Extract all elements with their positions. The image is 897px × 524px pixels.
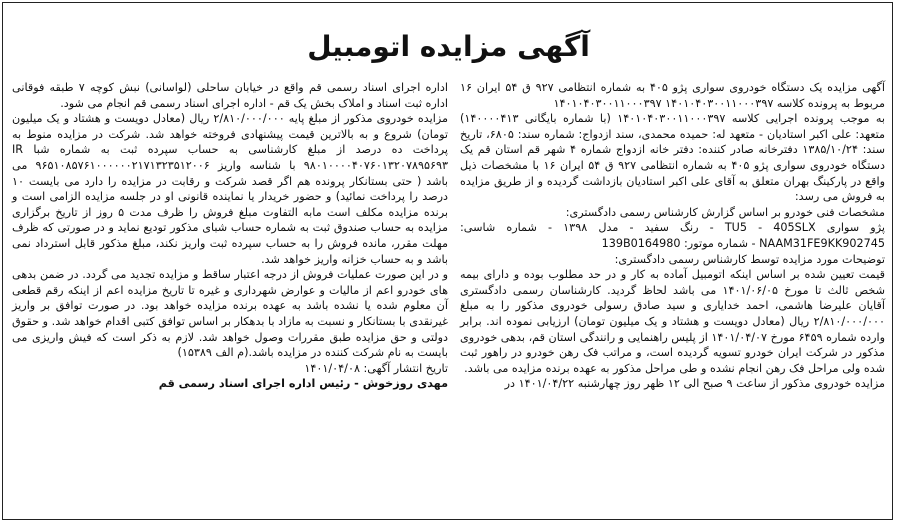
paragraph: مزایده خودروی مذکور از مبلغ پایه ۲/۸۱۰/۰۰۰/۰۰۰ ریال (معادل دویست و هشتاد و یک میلیون تومان) شروع و به بالاترین قیمت پیشنهادی فروخته خواهد شد. شرکت در مزایده منوط به پرداخت ده درصد از مبلغ کارشناسی به حساب سپرده ثبت به شماره شبا IR ۹۸۰۱۰۰۰۰۴۰۷۶۰۱۳۲۰۷۸۹۵۶۹۳ با شناسه واریز ۹۶۵۱۰۸۵۷۶۱۰۰۰۰۰۰۲۱۷۱۳۲۳۵۱۲۰۰۶ می باشد ( حتی بستانکار پرونده هم اگر قصد شرکت و رقابت در مزایده را دارد می بایست ۱۰ درصد را پرداخت نمائید) و حضور خریدار یا نماینده قانونی او در جلسه مزایده الزامی است و برنده مزایده مکلف است مابه التفاوت مبلغ فروش را ظرف مدت ۵ روز از تاریخ برگزاری مزایده به حساب صندوق ثبت به شماره حساب شبای مذکور تودیع نماید و در صورتی که ظرف مهلت مقرر، مانده فروش را به حساب سپرده ثبت واریز نکند، مبلغ مذکور قابل استرداد نمی باشد و به حساب خزانه واریز خواهد شد. [12, 112, 449, 266]
signature: مهدی روزخوش - رئیس اداره اجرای اسناد رسمی قم [158, 377, 448, 391]
paragraph: قیمت تعیین شده بر اساس اینکه اتومبیل آماده به کار و در حد مطلوب بوده و دارای بیمه شخص ثالث تا مورخ ۱۴۰۱/۰۶/۰۵ می باشد لحاظ گردید. کارشناسان رسمی دادگستری آقایان علیرضا هاشمی، احمد خدایاری و سید صادق رسولی خودروی مذکور را به مبلغ ۲/۸۱۰/۰۰۰/۰۰۰ ریال (معادل دویست و هشتاد و یک میلیون تومان) ارزیابی نموده اند. برابر وارده شماره ۶۴۵۹ مورخ ۱۴۰۱/۰۴/۰۷ از پلیس راهنمایی و رانندگی استان قم، بدهی خودروی مذکور در شرکت ایران خودرو تسویه گردیده است، و مراتب فک رهن خودرو در راهور ثبت شده ولی مراحل فک رهن انجام نشده و طی مراحل مذکور به عهده برنده مزایده می باشد. [460, 268, 885, 375]
left-column [12, 80, 448, 392]
paragraph: توضیحات مورد مزایده توسط کارشناس رسمی دادگستری: [614, 252, 885, 266]
paragraph: به موجب پرونده اجرایی کلاسه ۱۴۰۱۰۴۰۳۰۰۱۱۰۰۰۳۹۷ (با شماره بایگانی ۱۴۰۰۰۰۴۱۳) متعهد: علی اکبر استادیان - متعهد له: حمیده محمدی، سند ازدواج: شماره سند: ۶۸۰۵، تاریخ سند: ۱۳۸۵/۱۰/۲۴ دفترخانه صادر کننده: دفتر خانه ازدواج شماره ۴ شهر قم استان قم یک دستگاه خودروی سواری پژو ۴۰۵ به شماره انتظامی ۹۲۷ ق ۵۴ ایران ۱۶ با مشخصات ذیل واقع در پارکینگ بهران متعلق به آقای علی اکبر استادیان بازداشت گردیده و از طریق مزایده به فروش می رسد: [460, 112, 885, 204]
right-column [460, 80, 885, 392]
paragraph: و در این صورت عملیات فروش از درجه اعتبار ساقط و مزایده تجدید می گردد. در ضمن بدهی های خودرو اعم از مالیات و عوارض شهرداری و غیره تا تاریخ مزایده اعم از اینکه رقم قطعی آن معلوم شده یا نشده باشد به عهده برنده مزایده خواهد بود. در صورت توافق بر واریز غیرنقدی با بستانکار و نسبت به مازاد با بدهکار بر اساس توافق کتبی اقدام خواهد شد. و حقوق دولتی و حق مزایده طبق مقررات وصول خواهد شد. لازم به ذکر است که فیش واریزی می بایست به نام شرکت کننده در مزایده باشد.(م الف ۱۵۳۸۹) [12, 268, 448, 360]
paragraph: آگهی مزایده یک دستگاه خودروی سواری پژو ۴۰۵ به شماره انتظامی ۹۲۷ ق ۵۴ ایران ۱۶ مربوط به پرونده کلاسه ۱۴۰۱۰۴۰۳۰۰۱۱۰۰۰۳۹۷ ۱۴۰۱۰۴۰۳۰۰۱۱۰۰۰۳۹۷ [460, 81, 885, 110]
publish-date: تاریخ انتشار آگهی: ۱۴۰۱/۰۴/۰۸ [304, 361, 448, 375]
notice-title: آگهی مزایده اتومبیل [307, 30, 590, 63]
paragraph: مشخصات فنی خودرو بر اساس گزارش کارشناس رسمی دادگستری: [565, 205, 885, 219]
paragraph: اداره اجرای اسناد رسمی قم واقع در خیابان ساحلی (لواسانی) نبش کوچه ۷ طبقه فوقانی اداره ثبت اسناد و املاک بخش یک قم - اداره اجرای اسناد رسمی قم انجام می شود. [12, 81, 448, 110]
paragraph: مزایده خودروی مذکور از ساعت ۹ صبح الی ۱۲ ظهر روز چهارشنبه ۱۴۰۱/۰۴/۲۲ در [504, 377, 885, 391]
paragraph: پژو سواری TU5 - 405SLX - رنگ سفید - مدل ۱۳۹۸ - شماره شاسی: NAAM31FE9KK902745 - شماره موتور: 139B0164980 [460, 221, 885, 250]
